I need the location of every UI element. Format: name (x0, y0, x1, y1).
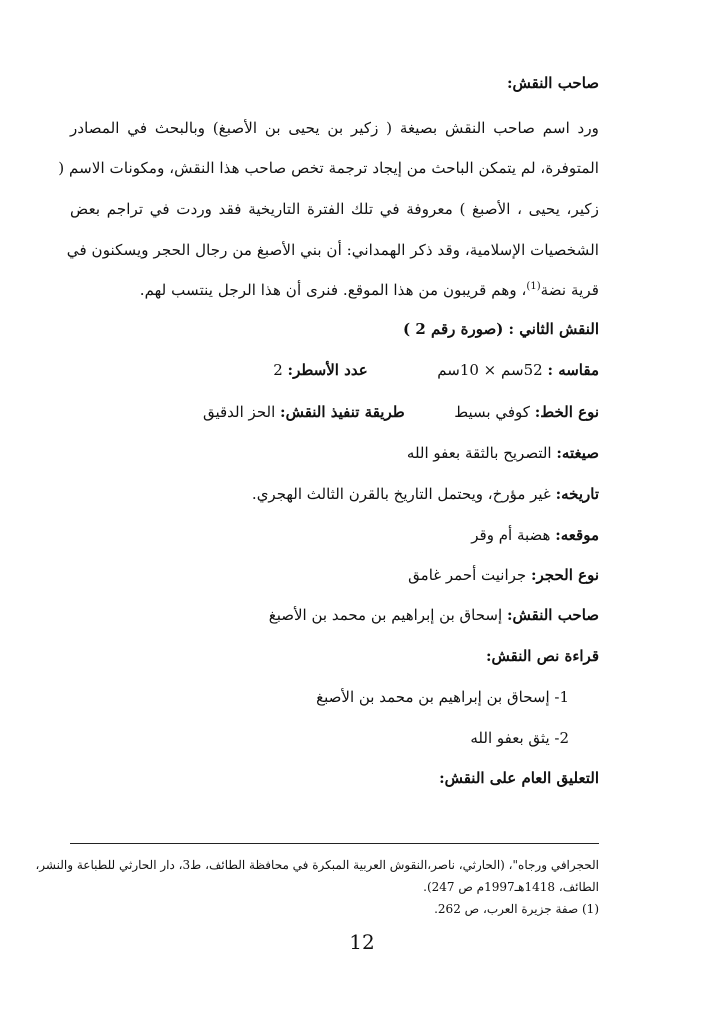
footnote-2-ref: (1) (581, 902, 599, 916)
reading-line-2: 2- يثق بعفو الله (470, 729, 569, 747)
method-value: الحز الدقيق (202, 403, 276, 421)
location-row (471, 524, 599, 546)
inscription-title: النقش الثاني : (صورة رقم 2 ) (403, 320, 599, 338)
script-row (203, 401, 599, 423)
commentary-heading: التعليق العام على النقش: (439, 769, 599, 787)
paragraph-end-text: ، وهم قريبون من هذا الموقع. فنرى أن هذا الرجل ينتسب لهم. (139, 281, 527, 299)
formula-label: صيغته: (556, 444, 599, 462)
footnote-divider (70, 843, 599, 844)
location-value: هضبة أم وقر (471, 526, 551, 544)
size-row (273, 359, 599, 381)
owner-value: إسحاق بن إبراهيم بن محمد بن الأصبغ (268, 606, 503, 624)
size-value: 52سم × 10سم (437, 361, 543, 379)
date-row (252, 483, 599, 505)
lines-value: 2 (273, 361, 283, 379)
footnote-ref[interactable]: (1) (526, 280, 541, 292)
stone-row (408, 564, 599, 586)
stone-value: جرانيت أحمر غامق (408, 566, 527, 584)
paragraph-last-line (70, 279, 599, 301)
owner-row (269, 604, 599, 626)
paragraph-line: الشخصيات الإسلامية، وقد ذكر الهمداني: أن بني الأصبغ من رجال الحجر ويسكنون في (66, 241, 599, 259)
date-label: تاريخه: (555, 485, 599, 503)
owner-label: صاحب النقش: (506, 606, 599, 624)
stone-label: نوع الحجر: (530, 566, 599, 584)
reading-heading: قراءة نص النقش: (485, 647, 599, 665)
formula-value: التصريح بالثقة بعفو الله (406, 444, 552, 462)
owner-heading: صاحب النقش: (506, 74, 599, 92)
footnote-2-text: صفة جزيرة العرب، ص 262. (434, 902, 579, 916)
reading-line-1: 1- إسحاق بن إبراهيم بن محمد بن الأصبغ (316, 688, 569, 706)
size-label: مقاسه : (547, 361, 599, 379)
footnote-1-cont: الطائف، 1418هـ1997م ص 247). (423, 880, 599, 894)
method-label: طريقة تنفيذ النقش: (280, 403, 405, 421)
script-label: نوع الخط: (534, 403, 599, 421)
page-number: 12 (349, 930, 375, 954)
footnote-2 (70, 900, 599, 918)
paragraph-line: المتوفرة، لم يتمكن الباحث من إيجاد ترجمة تخص صاحب هذا النقش، ومكونات الاسم ( (58, 159, 599, 177)
location-label: موقعه: (555, 526, 599, 544)
footnote-1: الحجرافي ورجاه"، (الحارثي، ناصر،النقوش العربية المبكرة في محافظة الطائف، ط3، دار الحارثي للطباعة والنشر، (35, 858, 599, 872)
paragraph-line: زكير، يحيى ، الأصبغ ) معروفة في تلك الفترة التاريخية فقد وردت في تراجم بعض (70, 200, 599, 218)
paragraph-line: ورد اسم صاحب النقش بصيغة ( زكير بن يحيى بن الأصبغ) وبالبحث في المصادر (70, 119, 599, 137)
script-value: كوفي بسيط (454, 403, 530, 421)
date-value: غير مؤرخ، ويحتمل التاريخ بالقرن الثالث الهجري. (251, 485, 551, 503)
village-text: قرية نضة (540, 281, 599, 299)
formula-row (407, 442, 599, 464)
lines-label: عدد الأسطر: (287, 361, 368, 379)
